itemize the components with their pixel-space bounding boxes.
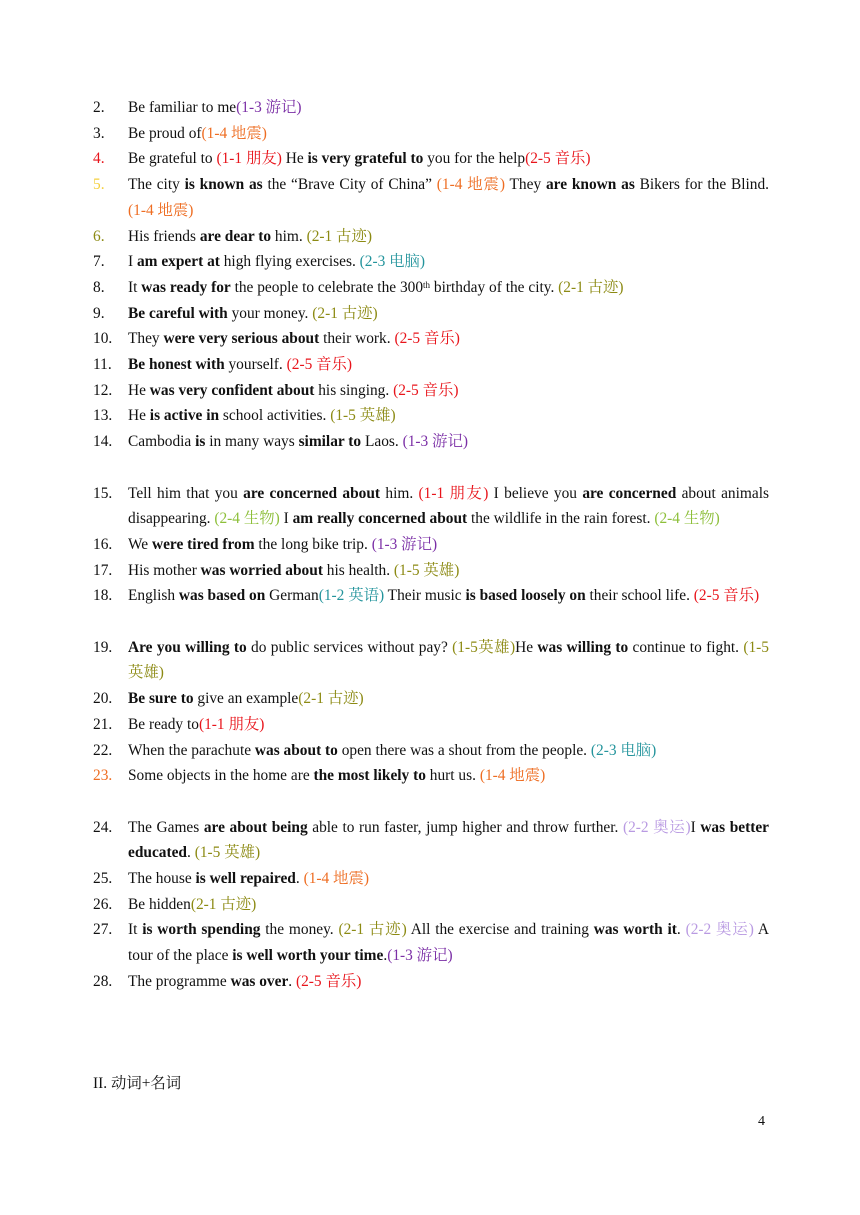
item-number: 11.	[93, 356, 112, 374]
source-reference: (2-5 音乐)	[295, 972, 362, 990]
text-segment: the long bike trip.	[254, 535, 372, 553]
text-segment: .	[295, 870, 304, 888]
item-number: 19.	[93, 638, 113, 656]
item-number: 26.	[93, 895, 113, 913]
bold-phrase: was worried about	[200, 561, 323, 579]
bold-phrase: similar to	[298, 433, 362, 451]
source-reference: (1-4 地震)	[436, 176, 506, 194]
bold-phrase: was worth it	[593, 921, 677, 939]
list-item	[93, 763, 769, 789]
source-reference: (1-3 游记)	[402, 433, 468, 451]
bold-phrase: was over	[230, 972, 289, 990]
text-segment: We	[128, 535, 152, 553]
item-number: 28.	[93, 972, 113, 990]
bold-phrase: is active in	[149, 407, 220, 425]
bold-phrase: was better educated	[128, 818, 769, 862]
source-reference: (1-2 英语)	[318, 587, 385, 605]
item-number: 7.	[93, 253, 105, 271]
source-reference: (1-5英雄)	[452, 638, 516, 656]
list-item	[93, 95, 769, 121]
text-segment: His mother	[128, 561, 201, 579]
bold-phrase: were very serious about	[163, 330, 320, 348]
list-item	[93, 583, 769, 609]
text-segment: His friends	[128, 227, 200, 245]
text-segment: Be proud of	[128, 124, 202, 142]
list-item	[93, 866, 769, 892]
text-segment: All the exercise and training	[406, 921, 594, 939]
source-reference: (1-4 地震)	[128, 201, 194, 219]
text-segment: the money.	[260, 921, 339, 939]
source-reference: (2-3 电脑)	[359, 253, 426, 271]
list-item	[93, 224, 769, 250]
text-segment: He	[128, 381, 150, 399]
blank-line	[93, 609, 769, 635]
text-segment: German	[265, 587, 319, 605]
item-number: 14.	[93, 433, 113, 451]
list-item	[93, 712, 769, 738]
bold-phrase: is known as	[184, 176, 263, 194]
bold-phrase: are dear to	[199, 227, 272, 245]
item-number: 4.	[93, 150, 105, 168]
text-segment: continue to fight.	[628, 638, 744, 656]
list-item	[93, 121, 769, 147]
item-number: 25.	[93, 870, 113, 888]
text-segment: The house	[128, 870, 196, 888]
item-number: 20.	[93, 690, 113, 708]
text-segment: about animals disappearing.	[128, 484, 769, 528]
text-segment: able to run faster, jump higher and throw further.	[307, 818, 623, 836]
text-segment: .	[383, 947, 388, 965]
list-item	[93, 429, 769, 455]
text-segment: yourself.	[224, 356, 287, 374]
item-number: 15.	[93, 484, 113, 502]
text-segment: open there was a shout from the people.	[337, 741, 591, 759]
text-segment: Tell him that you	[128, 484, 244, 502]
source-reference: (1-1 朋友)	[216, 150, 282, 168]
bold-phrase: was very confident about	[149, 381, 315, 399]
source-reference: (1-4 地震)	[303, 870, 369, 888]
text-segment: Laos.	[361, 433, 403, 451]
bold-phrase: was ready for	[141, 278, 231, 296]
text-segment: him.	[271, 227, 307, 245]
text-segment: their school life.	[585, 587, 694, 605]
source-reference: (1-5 英雄)	[330, 407, 396, 425]
text-segment: He	[515, 638, 538, 656]
item-number: 17.	[93, 561, 113, 579]
list-item	[93, 326, 769, 352]
source-reference: (1-3 游记)	[236, 99, 302, 116]
list-item	[93, 815, 769, 866]
source-reference: (1-5 英雄)	[393, 561, 460, 579]
phrase-list	[93, 95, 769, 995]
text-segment: I	[279, 510, 293, 528]
list-item	[93, 635, 769, 686]
text-segment: Their music	[384, 587, 466, 605]
source-reference: (2-5 音乐)	[693, 587, 760, 605]
text-segment: you for the help	[423, 150, 526, 168]
source-reference: (2-5 音乐)	[393, 381, 459, 399]
text-segment: English	[128, 587, 179, 605]
text-segment: their work.	[319, 330, 395, 348]
text-segment: in many ways	[205, 433, 299, 451]
bold-phrase: are concerned	[582, 484, 677, 502]
text-segment: They	[505, 176, 546, 194]
source-reference: (2-5 音乐)	[286, 356, 353, 374]
list-item	[93, 558, 769, 584]
bold-phrase: was about to	[254, 741, 338, 759]
bold-phrase: the most likely to	[313, 767, 426, 785]
bold-phrase: Are you willing to	[128, 638, 247, 656]
text-segment: Cambodia	[128, 433, 196, 451]
source-reference: (1-4 地震)	[201, 124, 267, 142]
source-reference: (2-1 古迹)	[338, 921, 407, 939]
blank-line	[93, 455, 769, 481]
text-segment: The city	[128, 176, 185, 194]
item-number: 10.	[93, 330, 113, 348]
source-reference: (1-1 朋友)	[418, 484, 489, 502]
item-number: 9.	[93, 304, 105, 322]
text-segment: Bikers for the Blind.	[634, 176, 770, 194]
list-item	[93, 892, 769, 918]
source-reference: (2-5 音乐)	[525, 150, 591, 168]
source-reference: (2-2 奥运)	[685, 921, 754, 939]
text-segment: Some objects in the home are	[128, 767, 314, 785]
bold-phrase: Be sure to	[128, 690, 194, 708]
section-heading: II. 动词+名词	[93, 1075, 182, 1092]
source-reference: (1-1 朋友)	[198, 715, 265, 733]
text-segment: They	[128, 330, 164, 348]
bold-phrase: was willing to	[537, 638, 629, 656]
text-segment: It	[128, 278, 142, 296]
text-segment: The programme	[128, 972, 231, 990]
item-number: 23.	[93, 767, 113, 785]
text-segment: Be hidden	[128, 895, 191, 913]
bold-phrase: is worth spending	[142, 921, 261, 939]
bold-phrase: is well repaired	[195, 870, 296, 888]
list-item	[93, 172, 769, 223]
superscript: th	[423, 279, 431, 290]
list-item	[93, 686, 769, 712]
list-item	[93, 275, 769, 301]
text-segment: .	[288, 972, 296, 990]
item-number: 12.	[93, 381, 113, 399]
list-item	[93, 403, 769, 429]
blank-line	[93, 789, 769, 815]
text-segment: birthday of the city.	[430, 278, 559, 296]
list-item	[93, 917, 769, 968]
source-reference: (2-1 古迹)	[306, 227, 372, 245]
text-segment: him.	[380, 484, 419, 502]
source-reference: (2-1 古迹)	[190, 895, 257, 913]
text-segment: high flying exercises.	[219, 253, 360, 271]
bold-phrase: were tired from	[151, 535, 255, 553]
list-item	[93, 481, 769, 532]
text-segment: Be ready to	[128, 715, 199, 733]
list-item	[93, 146, 769, 172]
bold-phrase: Be honest with	[128, 356, 225, 374]
bold-phrase: am really concerned about	[292, 510, 468, 528]
list-item	[93, 249, 769, 275]
bold-phrase: are concerned about	[243, 484, 381, 502]
source-reference: (2-3 电脑)	[590, 741, 657, 759]
text-segment: I	[690, 818, 701, 836]
item-number: 6.	[93, 227, 105, 245]
list-item	[93, 532, 769, 558]
text-segment: The Games	[128, 818, 204, 836]
bold-phrase: are known as	[545, 176, 635, 194]
text-segment: It	[128, 921, 143, 939]
source-reference: (2-2 奥运)	[622, 818, 691, 836]
text-segment: Be familiar to me	[128, 99, 237, 116]
item-number: 3.	[93, 124, 105, 142]
bold-phrase: is based loosely on	[465, 587, 586, 605]
item-number: 5.	[93, 176, 105, 194]
text-segment: your money.	[227, 304, 313, 322]
text-segment: I believe you	[488, 484, 583, 502]
item-number: 21.	[93, 715, 113, 733]
list-item	[93, 352, 769, 378]
text-segment: the wildlife in the rain forest.	[467, 510, 655, 528]
item-number: 8.	[93, 278, 105, 296]
text-segment: give an example	[193, 690, 299, 708]
text-segment: He	[281, 150, 308, 168]
text-segment: Be grateful to	[128, 150, 217, 168]
list-item	[93, 301, 769, 327]
bold-phrase: Be careful with	[128, 304, 228, 322]
page-number: 4	[758, 1114, 765, 1129]
text-segment: the “Brave City of China”	[262, 176, 437, 194]
text-segment: He	[128, 407, 150, 425]
text-segment: hurt us.	[425, 767, 480, 785]
text-segment: do public services without pay?	[246, 638, 453, 656]
source-reference: (1-5 英雄)	[128, 638, 769, 682]
text-segment: A tour of the place	[128, 921, 769, 965]
list-item	[93, 378, 769, 404]
text-segment: the people to celebrate the 300	[230, 278, 424, 296]
source-reference: (2-4 生物)	[654, 510, 720, 528]
list-item	[93, 969, 769, 995]
text-segment: When the parachute	[128, 741, 255, 759]
source-reference: (1-3 游记)	[371, 535, 438, 553]
item-number: 18.	[93, 587, 113, 605]
bold-phrase: is	[195, 433, 206, 451]
text-segment: .	[676, 921, 686, 939]
text-segment: I	[128, 253, 137, 271]
item-number: 24.	[93, 818, 113, 836]
source-reference: (2-1 古迹)	[558, 278, 624, 296]
bold-phrase: are about being	[203, 818, 308, 836]
text-segment: .	[187, 844, 195, 862]
source-reference: (2-5 音乐)	[394, 330, 460, 348]
source-reference: (1-4 地震)	[479, 767, 546, 785]
text-segment: school activities.	[219, 407, 331, 425]
text-segment: his health.	[322, 561, 394, 579]
item-number: 27.	[93, 921, 113, 939]
text-segment: his singing.	[314, 381, 394, 399]
source-reference: (1-5 英雄)	[194, 844, 261, 862]
source-reference: (1-3 游记)	[387, 947, 453, 965]
source-reference: (2-1 古迹)	[312, 304, 378, 322]
bold-phrase: is very grateful to	[307, 150, 424, 168]
source-reference: (2-4 生物)	[214, 510, 280, 528]
bold-phrase: am expert at	[136, 253, 220, 271]
source-reference: (2-1 古迹)	[298, 690, 364, 708]
item-number: 2.	[93, 99, 105, 116]
item-number: 22.	[93, 741, 113, 759]
list-item	[93, 738, 769, 764]
item-number: 16.	[93, 535, 113, 553]
bold-phrase: was based on	[178, 587, 266, 605]
item-number: 13.	[93, 407, 113, 425]
bold-phrase: is well worth your time	[232, 947, 384, 965]
